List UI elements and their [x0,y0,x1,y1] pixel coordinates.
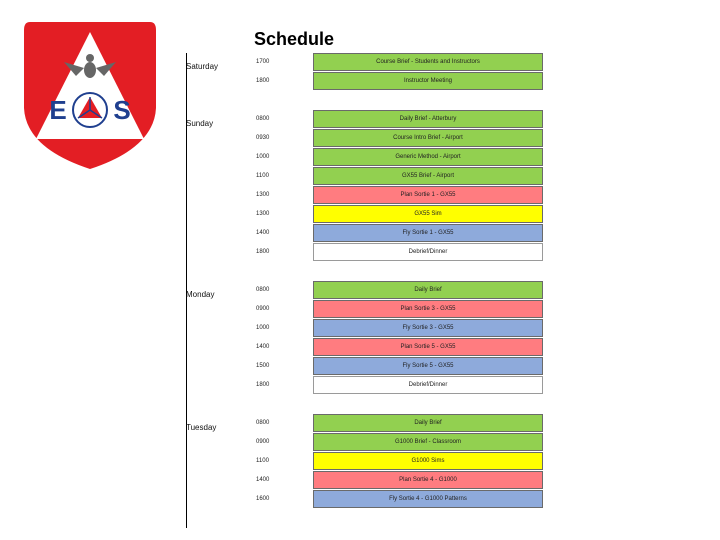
time-label: 1700 [256,59,270,65]
activity-cell: Instructor Meeting [313,72,543,90]
time-label: 1800 [256,249,270,255]
activity-cell: GX55 Brief - Airport [313,167,543,185]
time-label: 1800 [256,78,270,84]
activity-cell: Fly Sortie 5 - GX55 [313,357,543,375]
cap-triangle-emblem [73,93,107,127]
activity-cell: Fly Sortie 3 - GX55 [313,319,543,337]
time-label: 1600 [256,496,270,502]
time-label: 0800 [256,287,270,293]
time-label: 1300 [256,211,270,217]
activity-cell: Daily Brief [313,414,543,432]
page-title: Schedule [254,29,335,49]
activity-cell: Plan Sortie 1 - GX55 [313,186,543,204]
time-label: 1300 [256,192,270,198]
time-label: 0900 [256,306,270,312]
time-label: 0900 [256,439,270,445]
day-label: Sunday [186,119,214,128]
time-label: 1400 [256,230,270,236]
logo-letter-e: E [49,95,67,125]
es-shield-logo [20,18,160,173]
activity-cell: Plan Sortie 5 - GX55 [313,338,543,356]
time-label: 0930 [256,135,270,141]
time-label: 1800 [256,382,270,388]
logo-letter-s: S [113,95,131,125]
activity-cell: Course Intro Brief - Airport [313,129,543,147]
activity-cell: Daily Brief - Atterbury [313,110,543,128]
day-label: Monday [186,290,215,299]
activity-cell: G1000 Sims [313,452,543,470]
activity-cell: Debrief/Dinner [313,243,543,261]
day-label: Saturday [186,62,219,71]
activity-cell: Generic Method - Airport [313,148,543,166]
time-label: 1400 [256,477,270,483]
activity-cell: Course Brief - Students and Instructors [313,53,543,71]
time-label: 1500 [256,363,270,369]
activity-cell: Plan Sortie 3 - GX55 [313,300,543,318]
day-label: Tuesday [186,423,217,432]
time-label: 1400 [256,344,270,350]
activity-cell: GX55 Sim [313,205,543,223]
activity-cell: G1000 Brief - Classroom [313,433,543,451]
activity-cell: Daily Brief [313,281,543,299]
activity-cell: Fly Sortie 1 - GX55 [313,224,543,242]
time-label: 0800 [256,116,270,122]
time-label: 1000 [256,154,270,160]
time-label: 0800 [256,420,270,426]
activity-cell: Fly Sortie 4 - G1000 Patterns [313,490,543,508]
activity-cell: Debrief/Dinner [313,376,543,394]
time-label: 1100 [256,458,269,464]
activity-cell: Plan Sortie 4 - G1000 [313,471,543,489]
time-label: 1000 [256,325,270,331]
time-label: 1100 [256,173,269,179]
